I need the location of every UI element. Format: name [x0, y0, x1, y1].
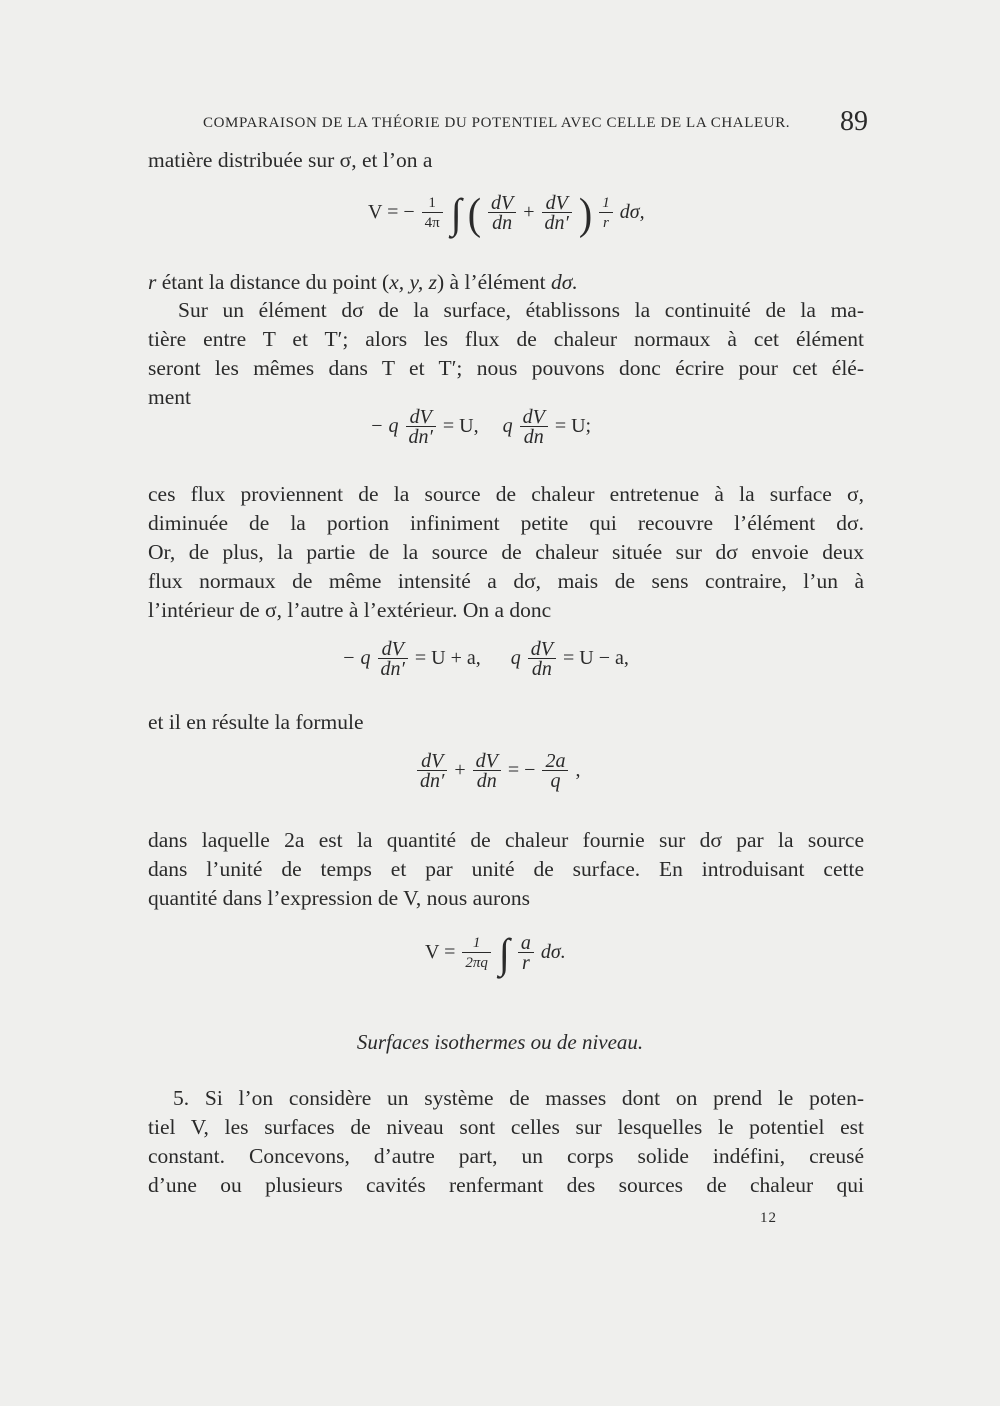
eq4-equals: = − [507, 759, 536, 782]
signature-mark: 12 [760, 1210, 777, 1226]
text-line: dans l’unité de temps et par unité de surface. En introduisant cette [148, 857, 864, 881]
eq5-c-den: 2πq [462, 952, 491, 973]
eq4-f3-den: q [542, 770, 568, 791]
eq2-b-pre: q [502, 415, 513, 438]
eq1-fraction-2 [542, 194, 572, 233]
eq1-f1-den: dn [488, 212, 516, 233]
element-dsigma: dσ. [551, 270, 578, 294]
paragraph-3 [148, 296, 864, 412]
eq4-tail: , [575, 759, 581, 782]
text-line [148, 268, 864, 297]
text-line: flux normaux de même intensité a dσ, mais de sens contraire, l’un à [148, 569, 864, 593]
eq3-a-post: = U + a, [414, 647, 481, 670]
integral-sign: ∫ [450, 189, 462, 238]
text-line: tière entre T et T′; alors les flux de chaleur normaux à cet élément [148, 327, 864, 351]
text-line: 5. Si l’on considère un système de masses dont on prend le poten- [173, 1086, 864, 1110]
paragraph-6 [148, 826, 864, 913]
eq1-lhs: V = − [368, 201, 415, 224]
equation-1 [368, 190, 645, 237]
eq4-f3-num: 2a [545, 750, 566, 772]
eq3-b-den: dn [528, 658, 556, 679]
eq1-r-fraction [599, 194, 613, 233]
eq1-coef-den: 4π [422, 212, 443, 233]
eq1-f2-num: dV [545, 192, 568, 214]
paragraph-4 [148, 480, 864, 625]
text-line: Or, de plus, la partie de la source de chaleur située sur dσ envoie deux [148, 540, 864, 564]
eq2-b-den: dn [520, 426, 548, 447]
eq2-b-num: dV [522, 406, 545, 428]
eq5-lhs: V = [425, 941, 456, 964]
section-title: Surfaces isothermes ou de niveau. [356, 1030, 644, 1054]
text-line: diminuée de la portion infiniment petite qui recouvre l’élément dσ. [148, 511, 864, 535]
eq4-f1-den: dn′ [417, 770, 447, 791]
var-r: r [148, 270, 157, 294]
text-line: ment [148, 385, 191, 409]
eq4-plus: + [454, 759, 466, 782]
eq1-fraction-1 [488, 194, 516, 233]
eq2-a-post: = U, [442, 415, 479, 438]
eq2-b-post: = U; [554, 415, 592, 438]
eq4-f2-num: dV [475, 750, 498, 772]
eq5-tail: dσ. [540, 941, 566, 964]
eq2-a-num: dV [409, 406, 432, 428]
eq1-tail: dσ, [619, 201, 645, 224]
equation-3 [342, 640, 629, 679]
text-line: ces flux proviennent de la source de chaleur entretenue à la surface σ, [148, 482, 864, 506]
equation-4 [415, 752, 580, 791]
eq2-b-fraction [520, 408, 548, 447]
eq5-f-num: a [520, 932, 531, 954]
eq5-c-num: 1 [472, 935, 481, 951]
equation-5 [425, 930, 566, 977]
text-line: Sur un élément dσ de la surface, établissons la continuité de la ma- [178, 298, 864, 322]
eq3-a-num: dV [381, 638, 404, 660]
right-paren: ) [578, 188, 593, 239]
eq3-b-post: = U − a, [562, 647, 629, 670]
paragraph-7 [148, 1084, 864, 1200]
text-line: quantité dans l’expression de V, nous aurons [148, 886, 530, 910]
page-number: 89 [840, 106, 868, 137]
running-header: COMPARAISON DE LA THÉORIE DU POTENTIEL AVEC CELLE DE LA CHALEUR. [203, 115, 791, 131]
eq1-r-num: 1 [602, 195, 610, 211]
eq3-a-den: dn′ [378, 658, 408, 679]
eq4-f1-num: dV [421, 750, 444, 772]
eq1-r-den: r [599, 212, 613, 233]
eq5-f-den: r [518, 952, 534, 973]
text-line: d’une ou plusieurs cavités renfermant des sources de chaleur qui [148, 1173, 864, 1197]
text-line: seront les mêmes dans T et T′; nous pouvons donc écrire pour cet élé- [148, 356, 864, 380]
eq3-b-num: dV [530, 638, 553, 660]
eq5-fraction [518, 934, 534, 973]
text-line: l’intérieur de σ, l’autre à l’extérieur. On a donc [148, 598, 552, 622]
paragraph-5 [148, 708, 864, 737]
text-segment: étant la distance du point ( [156, 270, 390, 294]
eq1-coef-num: 1 [428, 195, 436, 211]
left-paren: ( [467, 188, 482, 239]
text-line: tiel V, les surfaces de niveau sont celles sur lesquelles le potentiel est [148, 1115, 864, 1139]
eq4-fraction-3 [542, 752, 568, 791]
eq1-f1-num: dV [491, 192, 514, 214]
eq4-fraction-1 [417, 752, 447, 791]
text-segment: ) à l’élément [437, 270, 552, 294]
eq4-fraction-2 [473, 752, 501, 791]
eq3-a-pre: − q [342, 647, 371, 670]
eq1-plus: + [523, 201, 535, 224]
eq2-a-pre: − q [370, 415, 399, 438]
text-line: dans laquelle 2a est la quantité de chaleur fournie sur dσ par la source [148, 828, 864, 852]
eq4-f2-den: dn [473, 770, 501, 791]
coords: x, y, z [389, 270, 438, 294]
eq2-a-den: dn′ [406, 426, 436, 447]
paragraph-1 [148, 146, 864, 175]
text-line: matière distribuée sur σ, et l’on a [148, 148, 433, 172]
paragraph-2 [148, 268, 864, 297]
equation-2 [370, 408, 591, 447]
eq3-b-fraction [528, 640, 556, 679]
integral-sign: ∫ [498, 929, 510, 978]
eq1-coefficient [422, 194, 443, 233]
text-line: constant. Concevons, d’autre part, un corps solide indéfini, creusé [148, 1144, 864, 1168]
eq2-a-fraction [406, 408, 436, 447]
eq3-a-fraction [378, 640, 408, 679]
eq5-coefficient [462, 934, 491, 973]
text-line: et il en résulte la formule [148, 710, 364, 734]
eq1-f2-den: dn′ [542, 212, 572, 233]
eq3-b-pre: q [510, 647, 521, 670]
